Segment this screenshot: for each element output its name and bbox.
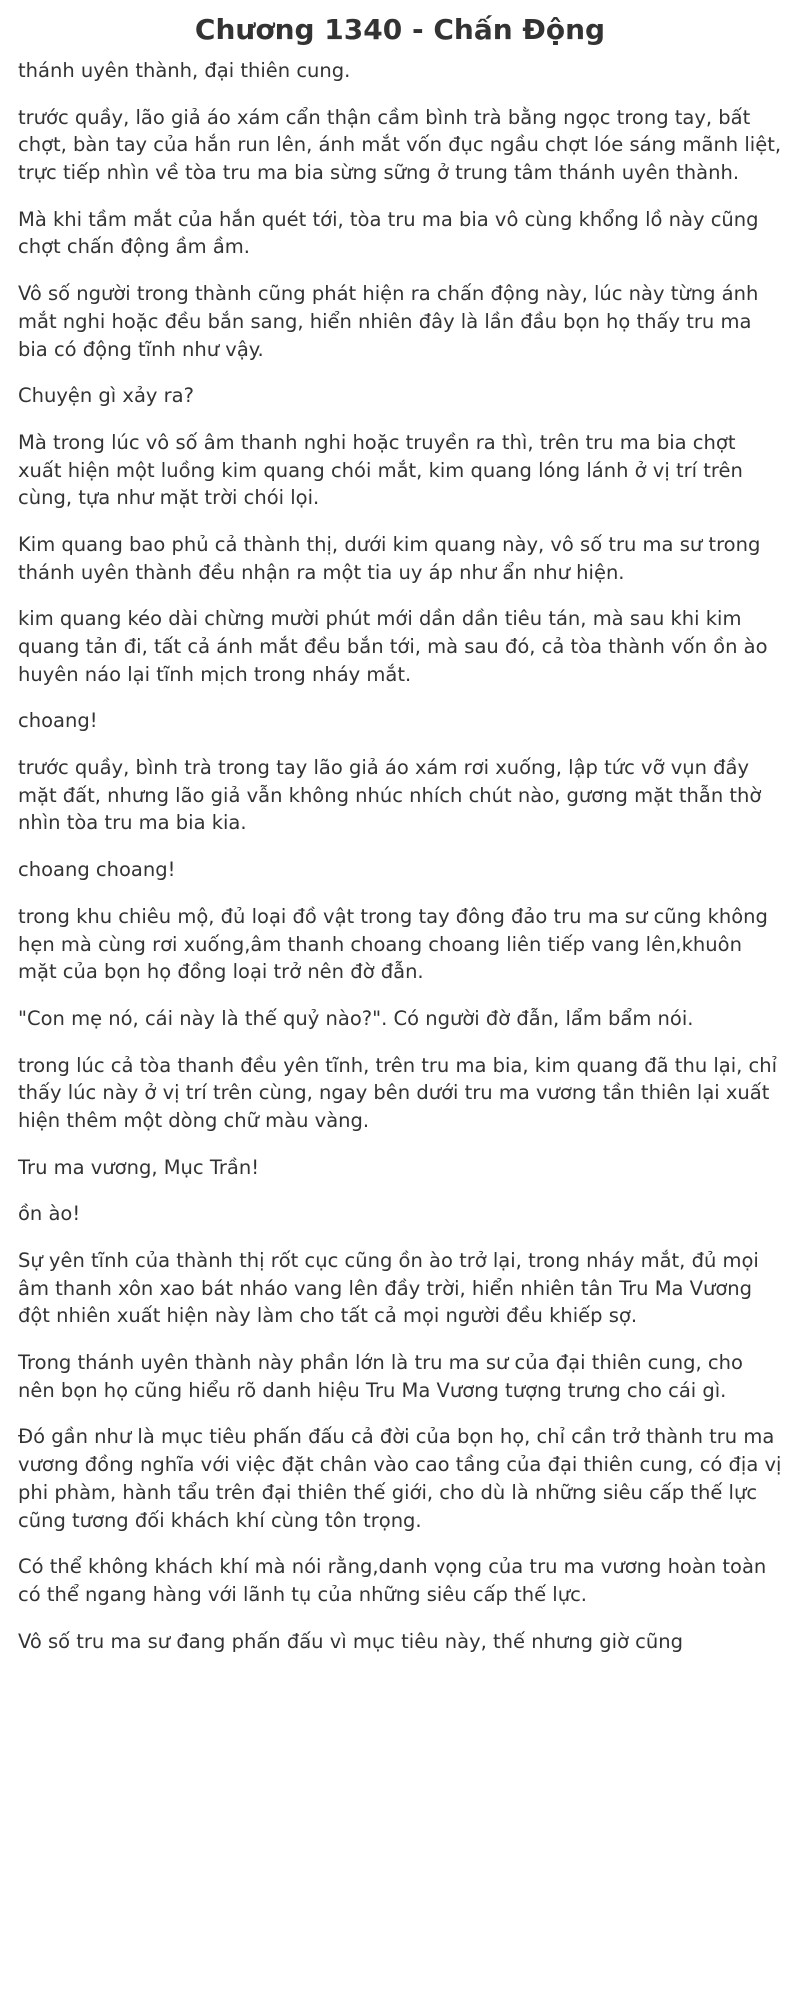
paragraph: Vô số tru ma sư đang phấn đấu vì mục tiêu này, thế nhưng giờ cũng (18, 1629, 683, 1653)
paragraph: Mà trong lúc vô số âm thanh nghi hoặc truyền ra thì, trên tru ma bia chợt xuất hiện một luồng kim quang chói mắt, kim quang lóng lánh ở vị trí trên cùng, tựa như mặt trời chói lọi. (18, 430, 743, 510)
paragraph: trước quầy, bình trà trong tay lão giả áo xám rơi xuống, lập tức vỡ vụn đầy mặt đất, nhưng lão giả vẫn không nhúc nhích chút nào, gương mặt thẫn thờ nhìn tòa tru ma bia kia. (18, 756, 762, 835)
paragraph: Kim quang bao phủ cả thành thị, dưới kim quang này, vô số tru ma sư trong thánh uyên thành đều nhận ra một tia uy áp như ẩn như hiện. (18, 532, 761, 584)
paragraph: trước quầy, lão giả áo xám cẩn thận cầm bình trà bằng ngọc trong tay, bất chợt, bàn tay của hắn run lên, ánh mắt vốn đục ngầu chợt lóe sáng mãnh liệt, trực tiếp nhìn về tòa tru ma bia sừng sững ở trung tâm thánh uyên thành. (18, 105, 782, 185)
paragraph: kim quang kéo dài chừng mười phút mới dần dần tiêu tán, mà sau khi kim quang tản đi, tất cả ánh mắt đều bắn tới, mà sau đó, cả tòa thành vốn ồn ào huyên náo lại tĩnh mịch trong nháy mắt. (18, 607, 768, 686)
page-title: Chương 1340 - Chấn Động (194, 13, 606, 46)
paragraph: Sự yên tĩnh của thành thị rốt cục cũng ồn ào trở lại, trong nháy mắt, đủ mọi âm thanh xôn xao bát nháo vang lên đầy trời, hiển nhiên tân Tru Ma Vương đột nhiên xuất hiện này làm cho tất cả mọi người đều khiếp sợ. (18, 1249, 759, 1328)
paragraph: Mà khi tầm mắt của hắn quét tới, tòa tru ma bia vô cùng khổng lồ này cũng chợt chấn động ầm ầm. (18, 207, 759, 259)
paragraph: Chuyện gì xảy ra? (18, 384, 194, 408)
paragraph: Tru ma vương, Mục Trần! (18, 1155, 260, 1179)
chapter-page (0, 12, 800, 1655)
paragraph: trong lúc cả tòa thanh đều yên tĩnh, trên tru ma bia, kim quang đã thu lại, chỉ thấy lúc này ở vị trí trên cùng, ngay bên dưới tru ma vương tần thiên lại xuất hiện thêm một dòng chữ màu vàng. (18, 1053, 778, 1132)
paragraph: thánh uyên thành, đại thiên cung. (18, 59, 351, 82)
paragraph: "Con mẹ nó, cái này là thế quỷ nào?". Có người đờ đẫn, lẩm bẩm nói. (18, 1006, 694, 1030)
paragraph: choang choang! (18, 858, 176, 882)
paragraph: choang! (18, 709, 98, 733)
paragraph: Có thể không khách khí mà nói rằng,danh vọng của tru ma vương hoàn toàn có thể ngang hàng với lãnh tụ của những siêu cấp thế lực. (18, 1555, 767, 1606)
paragraph: Trong thánh uyên thành này phần lớn là tru ma sư của đại thiên cung, cho nên bọn họ cũng hiểu rõ danh hiệu Tru Ma Vương tượng trưng cho cái gì. (18, 1351, 743, 1402)
paragraph: Vô số người trong thành cũng phát hiện ra chấn động này, lúc này từng ánh mắt nghi hoặc đều bắn sang, hiển nhiên đây là lần đầu bọn họ thấy tru ma bia có động tĩnh như vậy. (18, 282, 759, 361)
chapter-content (0, 57, 800, 1655)
paragraph: trong khu chiêu mộ, đủ loại đồ vật trong tay đông đảo tru ma sư cũng không hẹn mà cùng rơi xuống,âm thanh choang choang liên tiếp vang lên,khuôn mặt của bọn họ đồng loại trở nên đờ đẫn. (18, 904, 768, 984)
paragraph: Đó gần như là mục tiêu phấn đấu cả đời của bọn họ, chỉ cần trở thành tru ma vương đồng nghĩa với việc đặt chân vào cao tầng của đại thiên cung, có địa vị phi phàm, hành tẩu trên đại thiên thế giới, cho dù là những siêu cấp thế lực cũng tương đối khách khí cùng tôn trọng. (18, 1425, 782, 1532)
paragraph: ồn ào! (18, 1202, 81, 1226)
